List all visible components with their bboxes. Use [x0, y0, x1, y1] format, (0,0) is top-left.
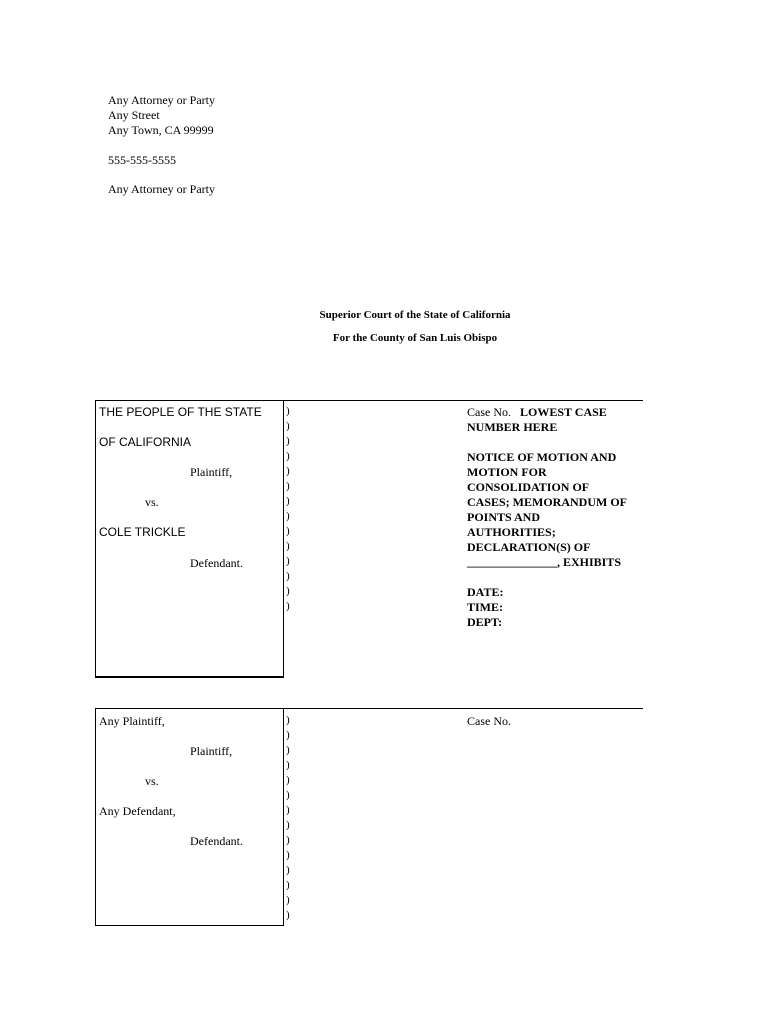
attorney-name: Any Attorney or Party [108, 93, 215, 107]
caption-1-defendant: COLE TRICKLE [99, 525, 186, 539]
caption-1-case-info [467, 405, 627, 630]
caption-1-time-label: TIME: [467, 600, 503, 614]
attorney-city: Any Town, CA 99999 [108, 123, 214, 137]
caption-1-title-line-3: CONSOLIDATION OF [467, 480, 590, 494]
caption-1-title-line-7: DECLARATION(S) OF [467, 540, 591, 554]
caption-2-paren-column: ) ) ) ) ) ) ) ) ) ) ) ) ) ) [286, 714, 290, 921]
caption-1-plaintiff-line1: THE PEOPLE OF THE STATE [99, 405, 262, 419]
caption-1-title-line-5: POINTS AND [467, 510, 541, 524]
caption-1-paren-column: ) ) ) ) ) ) ) ) ) ) ) ) ) ) [286, 405, 290, 612]
court-name: Superior Court of the State of California [319, 309, 511, 321]
caption-1-case-no-label: Case No. [467, 405, 511, 419]
court-county: For the County of San Luis Obispo [332, 332, 498, 344]
caption-2-defendant-label: Defendant. [190, 834, 243, 848]
caption-1-plaintiff-label: Plaintiff, [190, 465, 233, 479]
caption-1-title-line-1: NOTICE OF MOTION AND [467, 450, 617, 464]
caption-1-plaintiff-line2: OF CALIFORNIA [99, 435, 192, 449]
caption-1-case-no-value-1: LOWEST CASE [520, 405, 607, 419]
attorney-street: Any Street [108, 108, 160, 122]
caption-1-case-no-value-2: NUMBER HERE [467, 420, 558, 434]
caption-1-bottom-rule [95, 676, 284, 678]
caption-1-dept-label: DEPT: [467, 615, 503, 629]
caption-2-plaintiff: Any Plaintiff, [99, 714, 165, 728]
caption-2-top-rule [95, 708, 643, 709]
caption-1-title-line-8: _______________, EXHIBITS [467, 555, 622, 569]
caption-2-case-no-label: Case No. [467, 714, 511, 728]
caption-1-defendant-label: Defendant. [190, 556, 243, 570]
caption-2-plaintiff-label: Plaintiff, [190, 744, 233, 758]
caption-1-title-line-2: MOTION FOR [467, 465, 547, 479]
caption-1-title-line-4: CASES; MEMORANDUM OF [467, 495, 627, 509]
attorney-for: Any Attorney or Party [108, 182, 215, 196]
caption-1-vs: vs. [145, 495, 159, 509]
attorney-phone: 555-555-5555 [108, 153, 176, 167]
caption-2-vs: vs. [145, 774, 159, 788]
caption-1-title-line-6: AUTHORITIES; [467, 525, 556, 539]
caption-1-date-label: DATE: [467, 585, 504, 599]
caption-2-defendant: Any Defendant, [99, 804, 176, 818]
caption-1-top-rule [95, 400, 643, 401]
